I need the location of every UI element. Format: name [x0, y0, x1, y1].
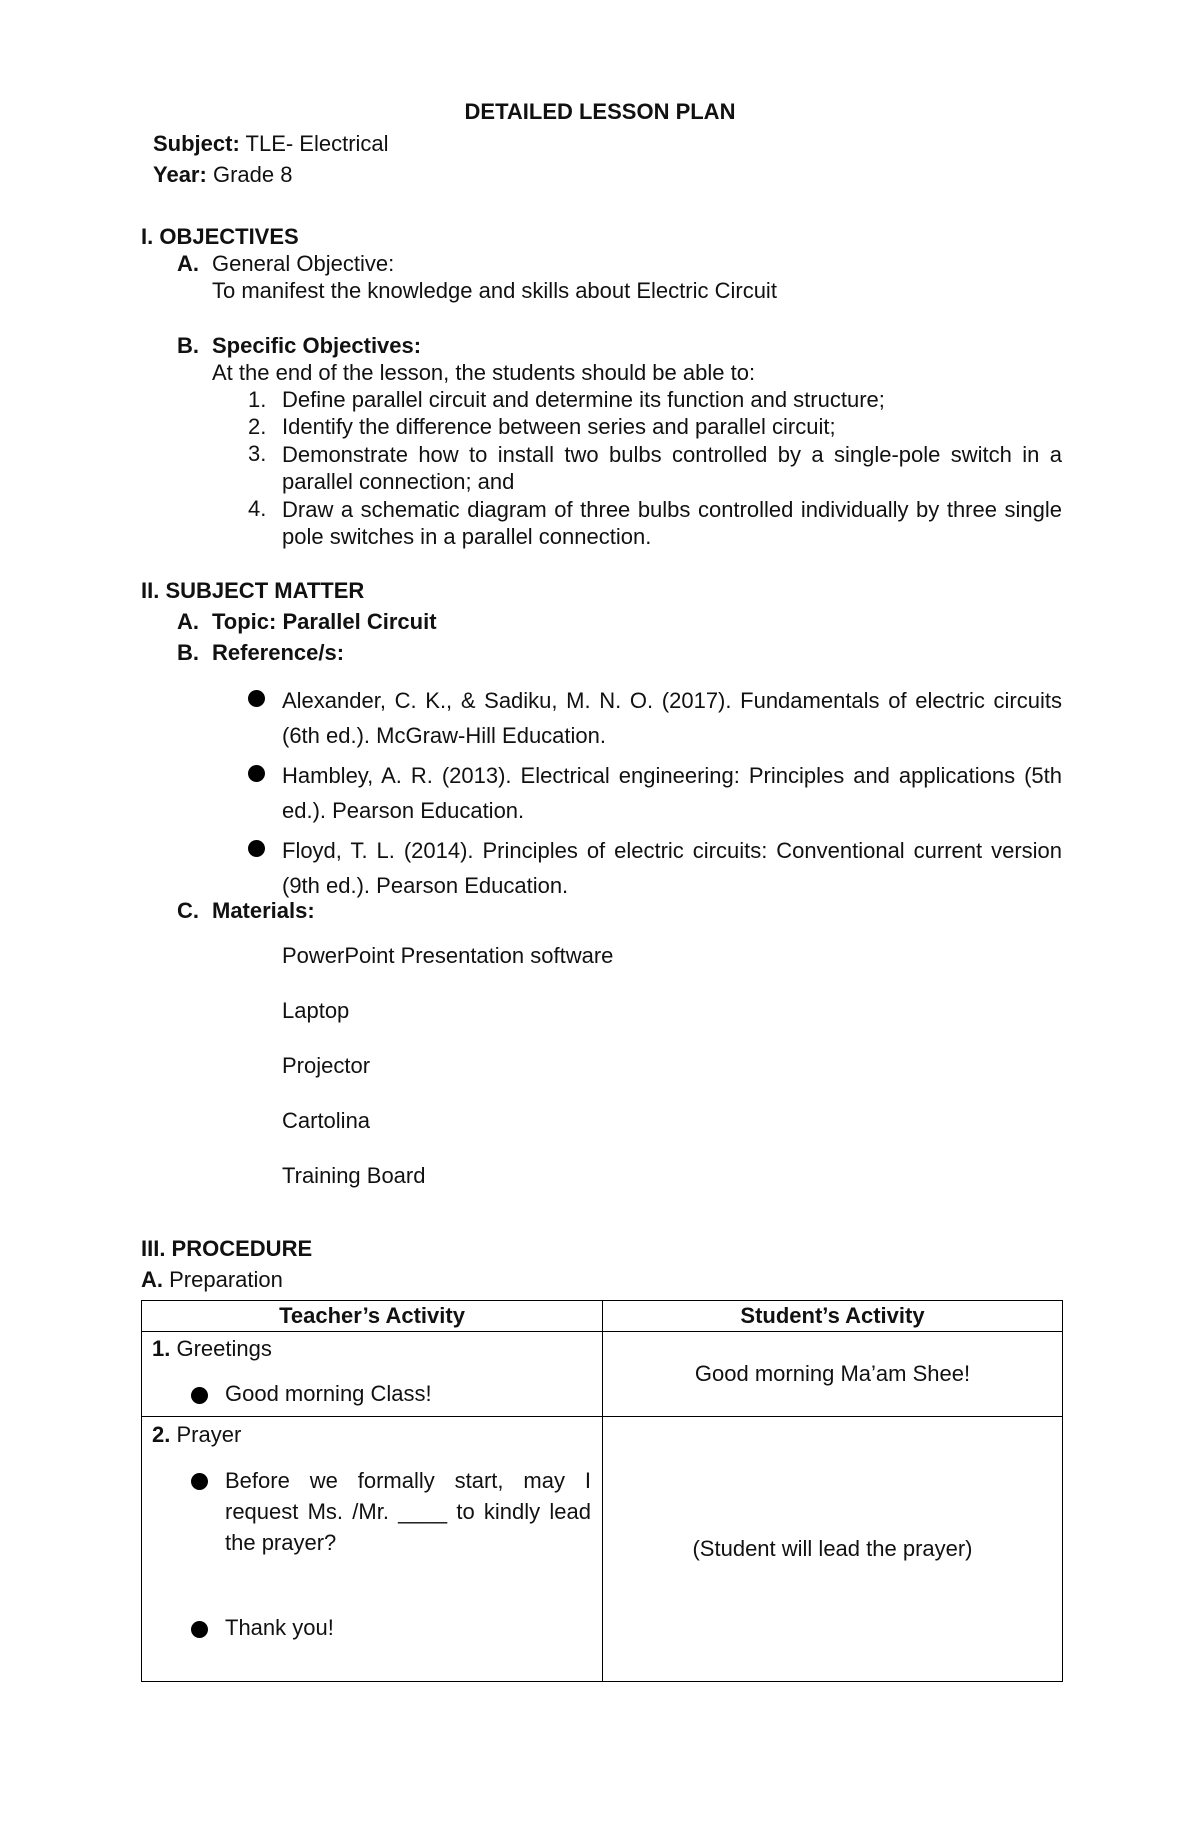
- material-item: Projector: [282, 1053, 371, 1078]
- teacher-activity-header: Teacher’s Activity: [142, 1301, 603, 1332]
- bullet-icon: [191, 1473, 208, 1490]
- activity-label: Prayer: [176, 1422, 242, 1447]
- material-item: Training Board: [282, 1163, 426, 1188]
- preparation-line: [141, 1267, 283, 1293]
- general-objective-text: To manifest the knowledge and skills about Electric Circuit: [212, 278, 777, 303]
- specific-objectives-intro: At the end of the lesson, the students should be able to:: [212, 360, 756, 385]
- bullet-icon: [191, 1621, 208, 1638]
- teacher-cell: [142, 1417, 603, 1682]
- objective-number: 4.: [248, 496, 267, 521]
- table-row: [142, 1332, 1063, 1417]
- specific-objectives-label: Specific Objectives:: [212, 333, 422, 358]
- year-value: Grade 8: [212, 162, 293, 187]
- references-letter: B.: [177, 640, 199, 665]
- reference-item: Floyd, T. L. (2014). Principles of electric circuits: Conventional current version (9th ed.). Pearson Education.: [282, 838, 1062, 898]
- bullet-icon: [248, 765, 265, 782]
- teacher-line: Good morning Class!: [225, 1381, 432, 1406]
- objective-number: 2.: [248, 414, 267, 439]
- materials-label: Materials:: [212, 898, 315, 923]
- material-item: Laptop: [282, 998, 350, 1023]
- reference-item: Hambley, A. R. (2013). Electrical engineering: Principles and applications (5th ed.). Pearson Education.: [282, 763, 1062, 823]
- bullet-icon: [191, 1387, 208, 1404]
- bullet-icon: [248, 690, 265, 707]
- table-header-row: [142, 1301, 1063, 1332]
- subject-line: [153, 131, 389, 157]
- student-cell: [603, 1332, 1063, 1417]
- activity-number: 2.: [152, 1422, 171, 1447]
- teacher-cell: [142, 1332, 603, 1417]
- year-label: Year:: [153, 162, 207, 187]
- objective-text: Define parallel circuit and determine its function and structure;: [282, 387, 885, 412]
- student-cell: [603, 1417, 1063, 1682]
- objectives-heading: I. OBJECTIVES: [141, 224, 299, 249]
- topic: Topic: Parallel Circuit: [212, 609, 437, 634]
- procedure-table: [141, 1300, 1063, 1682]
- teacher-line: Thank you!: [225, 1615, 334, 1640]
- subject-label: Subject:: [153, 131, 240, 156]
- objective-text: Draw a schematic diagram of three bulbs controlled individually by three single pole switches in a parallel connection.: [282, 497, 1062, 549]
- bullet-icon: [248, 840, 265, 857]
- objective-text: Demonstrate how to install two bulbs controlled by a single-pole switch in a parallel connection; and: [282, 442, 1062, 494]
- preparation-letter: A.: [141, 1267, 163, 1292]
- teacher-line: Before we formally start, may I request Ms. /Mr. ____ to kindly lead the prayer?: [225, 1468, 591, 1555]
- table-row: [142, 1417, 1063, 1682]
- student-activity-header: Student’s Activity: [603, 1301, 1063, 1332]
- subject-value: TLE- Electrical: [245, 131, 389, 156]
- objective-number: 3.: [248, 441, 267, 466]
- objective-text: Identify the difference between series and parallel circuit;: [282, 414, 836, 439]
- subject-matter-heading: II. SUBJECT MATTER: [141, 578, 365, 603]
- activity-number: 1.: [152, 1336, 171, 1361]
- reference-item: Alexander, C. K., & Sadiku, M. N. O. (2017). Fundamentals of electric circuits (6th ed.). McGraw-Hill Education.: [282, 688, 1062, 748]
- specific-objectives-letter: B.: [177, 333, 199, 358]
- references-label: Reference/s:: [212, 640, 345, 665]
- procedure-heading: III. PROCEDURE: [141, 1236, 313, 1261]
- activity-label: Greetings: [176, 1336, 272, 1361]
- student-response: (Student will lead the prayer): [692, 1535, 973, 1561]
- preparation-label: Preparation: [169, 1267, 283, 1292]
- material-item: PowerPoint Presentation software: [282, 943, 614, 968]
- activity-title: [152, 1422, 241, 1448]
- general-objective-letter: A.: [177, 251, 199, 276]
- objective-number: 1.: [248, 387, 267, 412]
- year-line: [153, 162, 292, 188]
- material-item: Cartolina: [282, 1108, 371, 1133]
- materials-letter: C.: [177, 898, 199, 923]
- topic-letter: A.: [177, 609, 199, 634]
- document-title: DETAILED LESSON PLAN: [464, 99, 736, 124]
- activity-title: [152, 1336, 272, 1362]
- student-response: Good morning Ma’am Shee!: [694, 1360, 971, 1386]
- general-objective-label: General Objective:: [212, 251, 395, 276]
